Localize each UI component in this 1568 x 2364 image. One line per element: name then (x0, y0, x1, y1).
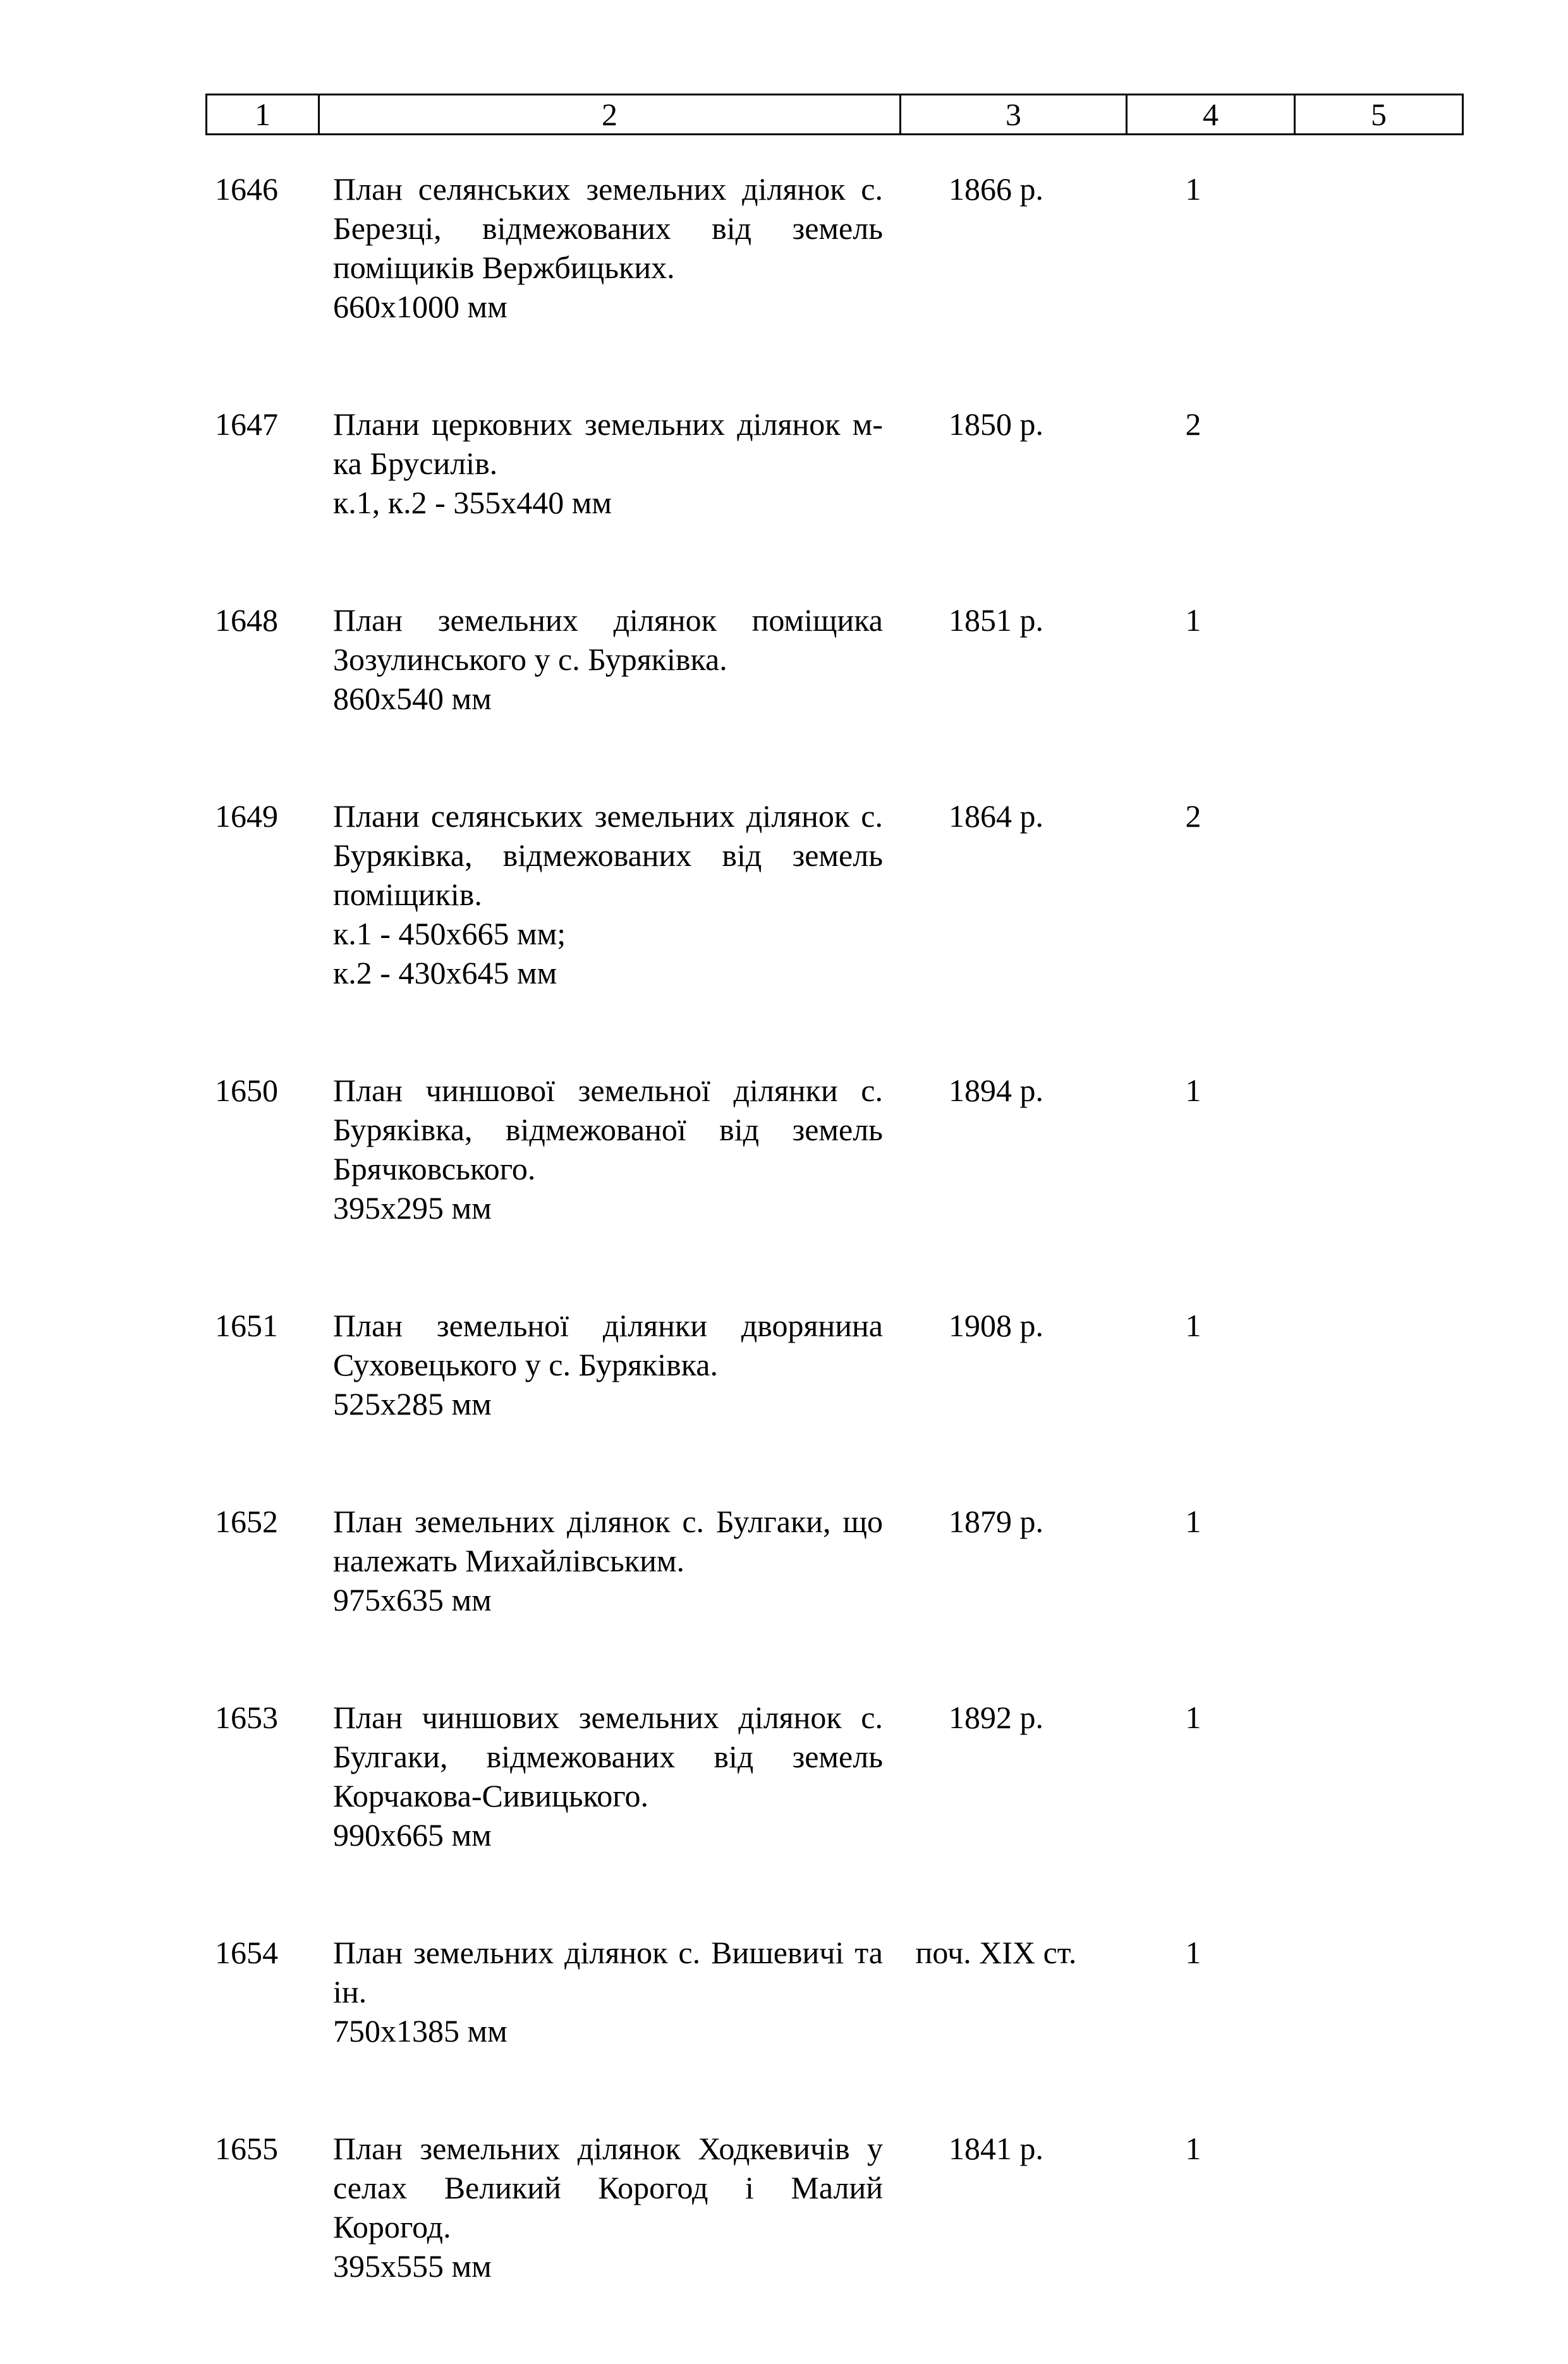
entry-count: 1 (1185, 1935, 1201, 1970)
entry-title (333, 1071, 883, 1228)
entry-title (333, 1933, 883, 2050)
entry-description: Плани селянських земельних ділянок с. Буряківка, відмежованих від земель поміщиків. (333, 798, 883, 912)
entry-title (333, 600, 883, 718)
entry-date: 1864 р. (949, 798, 1043, 834)
column-header-2: 2 (319, 95, 901, 135)
entry-description: План чиншових земельних ділянок с. Булгаки, відмежованих від земель Корчакова-Сивицького. (333, 1700, 883, 1813)
entry-date: 1841 р. (949, 2131, 1043, 2166)
entry-number: 1653 (215, 1700, 278, 1735)
entry-date: 1892 р. (949, 1700, 1043, 1735)
entry-size: к.1, к.2 - 355х440 мм (333, 485, 612, 520)
entry-date: 1851 р. (949, 602, 1043, 638)
column-header-4: 4 (1127, 95, 1295, 135)
entry-size: 975х635 мм (333, 1582, 492, 1618)
entry-title (333, 796, 883, 992)
entry-row (0, 2129, 1568, 2286)
entry-title (333, 2129, 883, 2286)
entry-date: 1850 р. (949, 406, 1043, 442)
column-header-3: 3 (901, 95, 1127, 135)
entry-number: 1651 (215, 1308, 278, 1343)
entry-date: поч. XIX ст. (915, 1935, 1077, 1970)
entry-title (333, 1306, 883, 1423)
entry-count: 2 (1185, 798, 1201, 834)
entry-size: 750х1385 мм (333, 2013, 507, 2049)
entry-number: 1654 (215, 1935, 278, 1970)
entry-number: 1652 (215, 1504, 278, 1539)
entry-row (0, 796, 1568, 992)
entry-count: 1 (1185, 1073, 1201, 1108)
entry-date: 1866 р. (949, 171, 1043, 207)
entry-count: 1 (1185, 602, 1201, 638)
entry-size: к.1 - 450х665 мм; (333, 916, 566, 951)
column-header-row (207, 95, 1463, 135)
entry-size: 525х285 мм (333, 1386, 492, 1422)
entry-count: 1 (1185, 2131, 1201, 2166)
entry-size: 395х295 мм (333, 1190, 492, 1226)
entry-list (0, 169, 1568, 2364)
entry-number: 1655 (215, 2131, 278, 2166)
entry-description: План земельних ділянок с. Вишевичі та ін. (333, 1935, 883, 2009)
entry-title (333, 1698, 883, 1855)
column-header-5: 5 (1295, 95, 1463, 135)
entry-row (0, 169, 1568, 326)
entry-row (0, 1502, 1568, 1619)
entry-count: 2 (1185, 406, 1201, 442)
entry-date: 1879 р. (949, 1504, 1043, 1539)
entry-number: 1648 (215, 602, 278, 638)
entry-row (0, 600, 1568, 718)
entry-description: План чиншової земельної ділянки с. Буряківка, відмежованої від земель Брячковського. (333, 1073, 883, 1186)
entry-size: к.2 - 430х645 мм (333, 955, 557, 990)
entry-number: 1649 (215, 798, 278, 834)
entry-title (333, 1502, 883, 1619)
entry-title (333, 169, 883, 326)
entry-size: 395х555 мм (333, 2248, 492, 2284)
entry-row (0, 405, 1568, 522)
entry-number: 1647 (215, 406, 278, 442)
entry-row (0, 1306, 1568, 1423)
entry-description: План земельних ділянок поміщика Зозулинського у с. Буряківка. (333, 602, 883, 677)
entry-description: План земельних ділянок Ходкевичів у селах Великий Корогод і Малий Корогод. (333, 2131, 883, 2245)
entry-row (0, 1933, 1568, 2050)
entry-description: План селянських земельних ділянок с. Березці, відмежованих від земель поміщиків Вержбицьких. (333, 171, 883, 285)
entry-row (0, 1698, 1568, 1855)
entry-date: 1894 р. (949, 1073, 1043, 1108)
entry-row (0, 1071, 1568, 1228)
entry-size: 860х540 мм (333, 681, 492, 716)
column-header-1: 1 (207, 95, 319, 135)
entry-count: 1 (1185, 1700, 1201, 1735)
entry-number: 1646 (215, 171, 278, 207)
entry-count: 1 (1185, 1308, 1201, 1343)
column-header-table (205, 94, 1464, 135)
entry-size: 660х1000 мм (333, 289, 507, 324)
entry-size: 990х665 мм (333, 1817, 492, 1853)
entry-description: План земельної ділянки дворянина Суховецького у с. Буряківка. (333, 1308, 883, 1382)
entry-number: 1650 (215, 1073, 278, 1108)
entry-description: Плани церковних земельних ділянок м-ка Брусилів. (333, 406, 883, 481)
entry-count: 1 (1185, 1504, 1201, 1539)
entry-date: 1908 р. (949, 1308, 1043, 1343)
entry-description: План земельних ділянок с. Булгаки, що належать Михайлівським. (333, 1504, 883, 1578)
entry-count: 1 (1185, 171, 1201, 207)
entry-title (333, 405, 883, 522)
